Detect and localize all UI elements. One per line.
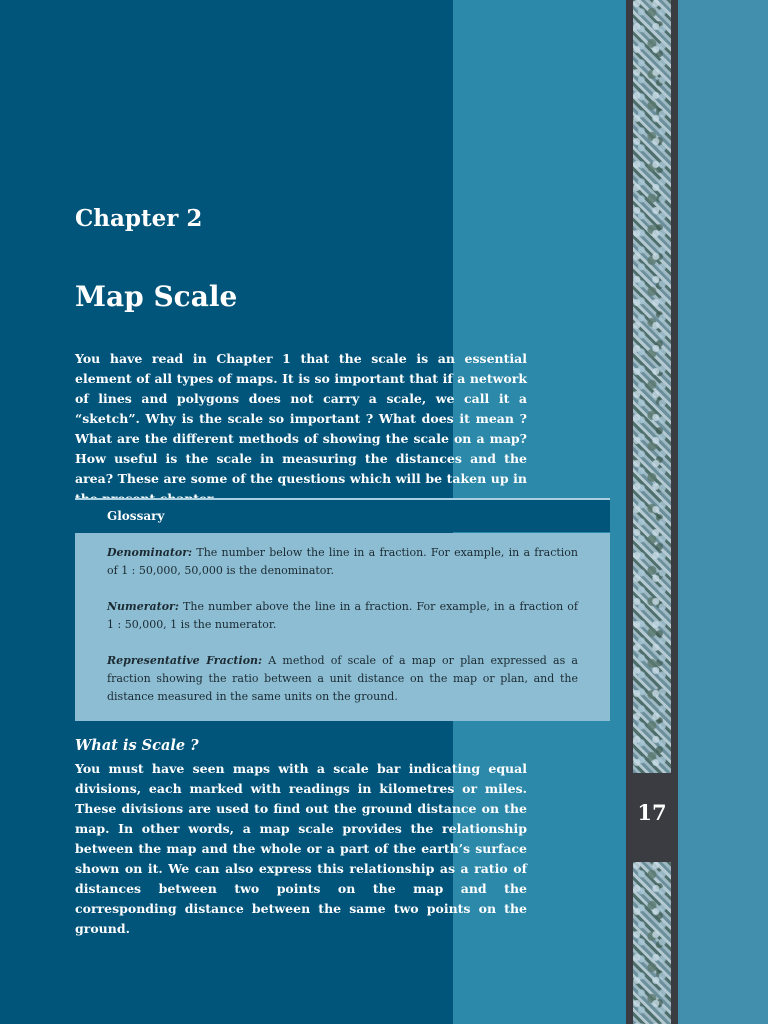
glossary-definition: The number above the line in a fraction. For example, in a fraction of 1 : 50,000, 1 is the numerator. — [107, 600, 578, 631]
right-panel — [678, 0, 768, 1024]
glossary-entry-denominator — [107, 544, 578, 580]
glossary-header — [75, 500, 610, 532]
glossary-box — [75, 533, 610, 721]
glossary-heading: Glossary — [107, 509, 165, 523]
glossary-term: Denominator: — [107, 546, 193, 559]
glossary-entry-numerator — [107, 598, 578, 634]
chapter-label: Chapter 2 — [75, 205, 203, 232]
glossary-entry-representative-fraction — [107, 652, 578, 706]
intro-paragraph: You have read in Chapter 1 that the scale is an essential element of all types of maps. It is so important that if a network of lines and polygons does not carry a scale, we call it a “sketch”. Why is the scale so important ? What does it mean ? What are the different methods of showing the scale on a map? How useful is the scale in measuring the distances and the area? These are some of the questions which will be taken up in — [75, 351, 527, 486]
section-paragraph: You must have seen maps with a scale bar indicating equal divisions, each marked with readings in kilometres or miles. These divisions are used to find out the ground distance on the map. In other words, a map scale provides the relationship between the map and the whole or a part of the earth’s surface shown on it. We can also express this relationship as a ratio of distances between two points on the map and the corresponding distance between the same two points on the ground. — [75, 761, 527, 936]
section-heading: What is Scale ? — [75, 737, 199, 754]
glossary-term: Representative Fraction: — [107, 654, 263, 667]
page-number: 17 — [637, 800, 667, 825]
satellite-image-strip-bottom — [633, 862, 671, 1024]
glossary-term: Numerator: — [107, 600, 179, 613]
satellite-image-strip-top — [633, 0, 671, 773]
page-title: Map Scale — [75, 280, 238, 313]
glossary-definition: The number below the line in a fraction. For example, in a fraction of 1 : 50,000, 50,000 is the denominator. — [107, 546, 578, 577]
glossary-definition: A method of scale of a map or plan expressed as a fraction showing the ratio between a unit distance on the map or plan, and the distance measured in the same units on the ground. — [107, 654, 578, 703]
